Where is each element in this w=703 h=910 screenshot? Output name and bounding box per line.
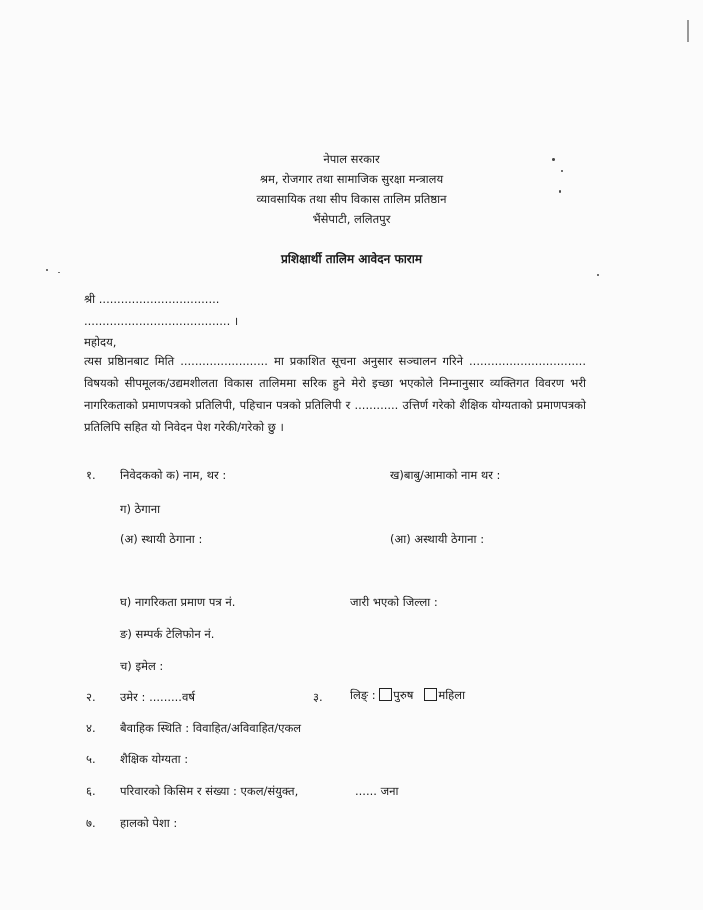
permanent-address-label: (अ) स्थायी ठेगाना : <box>120 532 203 546</box>
email-label: च) इमेल : <box>120 659 164 673</box>
header-location: भैंसेपाटी, ललितपुर <box>312 212 391 226</box>
phone-label: ङ) सम्पर्क टेलिफोन नं. <box>120 627 215 641</box>
header-ministry: श्रम, रोजगार तथा सामाजिक सुरक्षा मन्त्रालय <box>259 172 444 186</box>
marital-status-label: बैवाहिक स्थिति : विवाहित/अविवाहित/एकल <box>120 721 302 735</box>
female-checkbox[interactable] <box>424 688 437 701</box>
occupation-label: हालको पेशा : <box>120 816 178 830</box>
header-gov: नेपाल सरकार <box>323 152 380 166</box>
item-number-3: ३. <box>313 690 323 704</box>
parents-name-label: ख)बाबु/आमाको नाम थर : <box>390 468 501 482</box>
applicant-name-label: निवेदकको क) नाम, थर : <box>120 468 227 482</box>
item-number-1: १. <box>86 468 96 482</box>
family-count-label: ...... जना <box>355 784 399 798</box>
salutation: महोदय, <box>84 335 117 349</box>
education-label: शैक्षिक योग्यता : <box>120 752 189 766</box>
scan-speck <box>58 272 60 273</box>
scan-speck <box>46 269 48 271</box>
gender-field <box>350 688 465 703</box>
addressee-line-1: श्री ................................. <box>84 292 220 306</box>
scan-speck <box>687 20 689 42</box>
item-number-7: ७. <box>86 816 96 830</box>
temporary-address-label: (आ) अस्थायी ठेगाना : <box>390 532 485 546</box>
item-number-6: ६. <box>86 784 96 798</box>
form-title: प्रशिक्षार्थी तालिम आवेदन फाराम <box>280 252 422 266</box>
citizenship-number-label: घ) नागरिकता प्रमाण पत्र नं. <box>120 595 236 609</box>
male-checkbox[interactable] <box>379 688 392 701</box>
application-paragraph: त्यस प्रष्ठिानबाट मिति ........................ मा प्रकाशित सूचना अनुसार सञ्चालन गरिने ................................ विषयको सीपमूलक/उद्यमशीलता विकास तालिममा सरिक हुने मेरो इच्छा भएकोले निम्नानुसार व्यक्तिगत विवरण भरी नागरिकताको प्रमाणपत्रको प्रतिलिपी, पहिचान पत्रको प्रतिलिपी र ............ उत्तिर्ण गरेको शैक्षिक योग्यताको प्रमाणपत्रको प्रतिलिपि सहित यो निवेदन पेश गरेकी/गरेको छु । <box>84 354 586 434</box>
address-label: ग) ठेगाना <box>120 502 161 516</box>
issuing-district-label: जारी भएको जिल्ला : <box>350 595 438 609</box>
item-number-5: ५. <box>86 752 96 766</box>
age-label: उमेर : .........वर्ष <box>120 690 196 704</box>
header-institute: व्यावसायिक तथा सीप विकास तालिम प्रतिष्ठान <box>256 192 447 206</box>
female-option-label: महिला <box>438 688 466 702</box>
male-option-label: पुरुष <box>393 688 414 702</box>
item-number-2: २. <box>86 690 96 704</box>
addressee-line-2: ........................................ । <box>84 314 239 328</box>
item-number-4: ४. <box>86 721 96 735</box>
family-type-label: परिवारको किसिम र संख्या : एकल/संयुक्त, <box>120 784 299 798</box>
scan-speck <box>597 274 599 276</box>
gender-label: लिङ्‍ : <box>350 688 376 702</box>
